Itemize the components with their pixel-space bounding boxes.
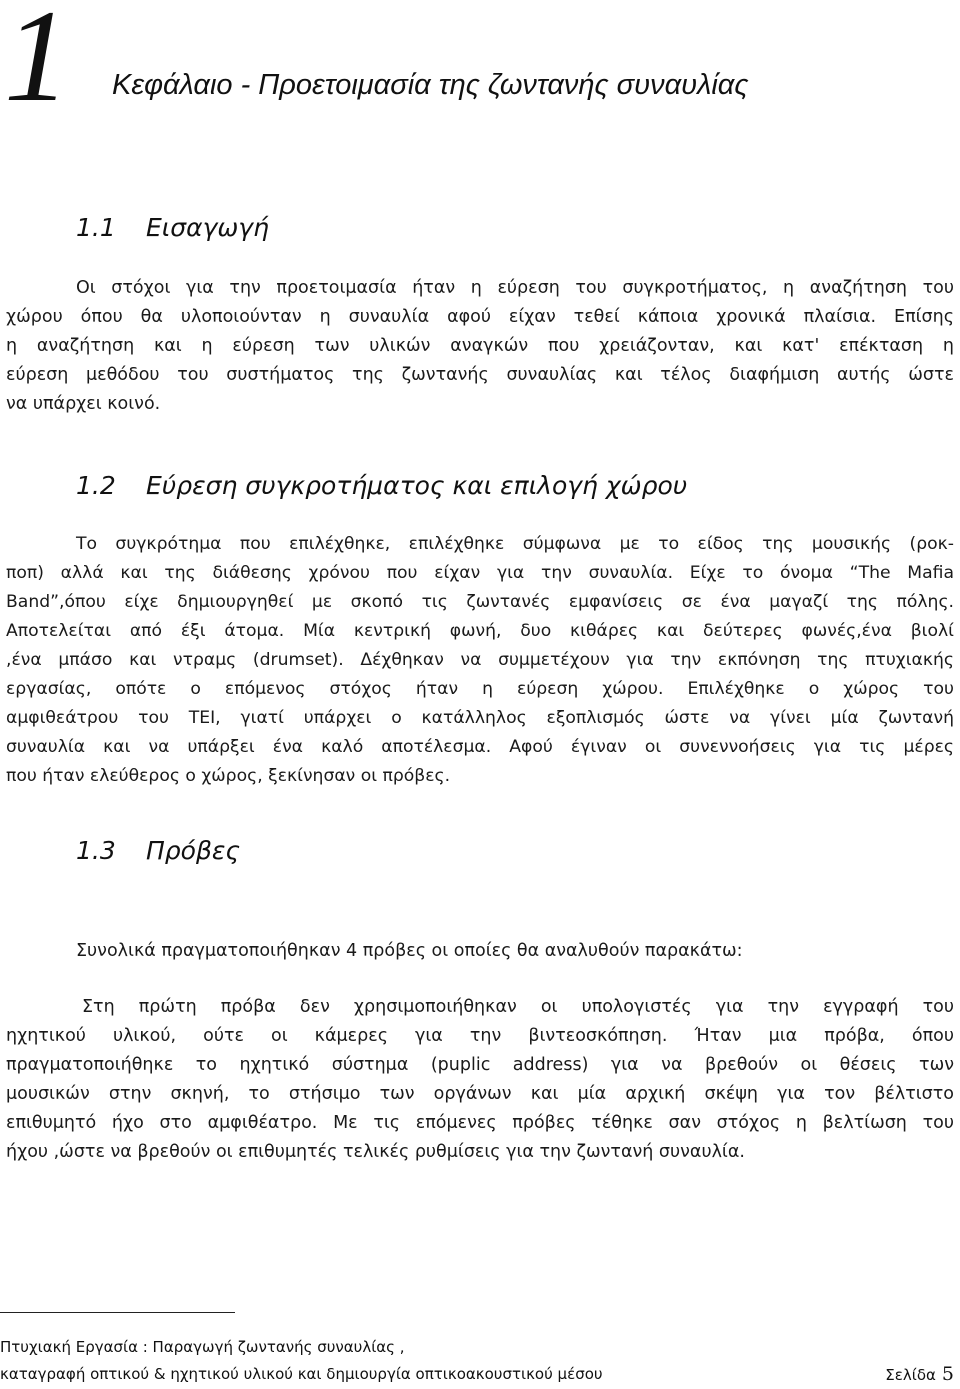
text-line: χώρου όπου θα υλοποιούνταν η συναυλία αφού είχαν τεθεί κάποια χρονικά πλαίσια. Επίσης [6, 307, 954, 327]
text-line: Band”,όπου είχε δημιουργηθεί με σκοπό τις ζωντανές εμφανίσεις σε ένα μαγαζί της πόλης. [6, 592, 954, 612]
text-line: ,ένα μπάσο και ντραμς (drumset). Δέχθηκαν να συμμετέχουν για την εκπόνηση της πτυχιακής [6, 650, 954, 670]
text-line: εύρεση μεθόδου του συστήματος της ζωντανής συναυλίας και τέλος διαφήμιση αυτής ώστε [6, 365, 954, 385]
section-heading-1-1 [76, 211, 269, 245]
text-line: συναυλία και να υπάρξει ένα καλό αποτέλεσμα. Αφού έγιναν οι συνεννοήσεις για τις μέρες [6, 737, 954, 757]
text-line: Οι στόχοι για την προετοιμασία ήταν η εύρεση του συγκροτήματος, η αναζήτηση του [76, 278, 954, 298]
section-title: Εισαγωγή [146, 213, 269, 242]
section-title: Πρόβες [146, 836, 241, 865]
section-heading-1-3 [76, 834, 240, 868]
paragraph-band-and-venue [6, 530, 954, 791]
footer-divider [0, 1312, 235, 1313]
text-line: ήχου ,ώστε να βρεθούν οι επιθυμητές τελικές ρυθμίσεις για την ζωντανή συναυλία. [6, 1142, 745, 1162]
text-line: να υπάρχει κοινό. [6, 394, 161, 414]
text-line: ηχητικού υλικού, ούτε οι κάμερες για την βιντεοσκόπηση. Ήταν μια πρόβα, όπου [6, 1026, 954, 1046]
text-line: Συνολικά πραγματοποιήθηκαν 4 πρόβες οι οποίες θα αναλυθούν παρακάτω: [76, 941, 743, 961]
footer-thesis-title: Πτυχιακή Εργασία : Παραγωγή ζωντανής συναυλίας , [0, 1338, 405, 1356]
chapter-title: Κεφάλαιο - Προετοιμασία της ζωντανής συναυλίας [112, 69, 749, 101]
text-line: Στη πρώτη πρόβα δεν χρησιμοποιήθηκαν οι υπολογιστές για την εγγραφή του [82, 997, 954, 1017]
paragraph-introduction [6, 274, 954, 419]
text-line: εργασίας, οπότε ο επόμενος στόχος ήταν η εύρεση χώρου. Επιλέχθηκε ο χώρος του [6, 679, 954, 699]
text-line: που ήταν ελεύθερος ο χώρος, ξεκίνησαν οι πρόβες. [6, 766, 451, 786]
text-line: μουσικών στην σκηνή, το στήσιμο των οργάνων και μία αρχική σκέψη για τον βέλτιστο [6, 1084, 954, 1104]
page-footer [0, 1334, 954, 1389]
text-line: πραγματοποιήθηκε το ηχητικό σύστημα (puplic address) για να βρεθούν οι θέσεις των [6, 1055, 954, 1075]
section-title: Εύρεση συγκροτήματος και επιλογή χώρου [146, 471, 688, 500]
page-number: 5 [941, 1363, 954, 1385]
section-number: 1.3 [76, 836, 116, 865]
footer-thesis-subtitle: καταγραφή οπτικού & ηχητικού υλικού και δημιουργία οπτικοακουστικού μέσου [0, 1365, 603, 1383]
section-number: 1.2 [76, 471, 116, 500]
text-line: Αποτελείται από έξι άτομα. Μία κεντρική φωνή, δυο κιθάρες και δεύτερες φωνές,ένα βιολί [6, 621, 954, 641]
page-label: Σελίδα [885, 1366, 936, 1384]
text-line: αμφιθεάτρου του ΤΕΙ, γιατί υπάρχει ο κατάλληλος εξοπλισμός ώστε να γίνει μία ζωντανή [6, 708, 954, 728]
text-line: επιθυμητό ήχο στο αμφιθέατρο. Με τις επόμενες πρόβες τέθηκε σαν στόχος η βελτίωση του [6, 1113, 954, 1133]
chapter-number: 1 [4, 0, 70, 129]
text-line: η αναζήτηση και η εύρεση των υλικών αναγκών που χρειάζονταν, και κατ' επέκταση η [6, 336, 954, 356]
section-heading-1-2 [76, 469, 687, 503]
text-line: Το συγκρότημα που επιλέχθηκε, επιλέχθηκε σύμφωνα με το είδος της μουσικής (ροκ- [76, 534, 954, 554]
text-line: ποπ) αλλά και της διάθεσης χρόνου που είχαν για την συναυλία. Είχε το όνομα “The Mafia [6, 563, 954, 583]
section-number: 1.1 [76, 213, 116, 242]
paragraph-rehearsals-intro [6, 937, 954, 966]
page-number-block [885, 1361, 954, 1389]
paragraph-rehearsals [6, 993, 954, 1167]
